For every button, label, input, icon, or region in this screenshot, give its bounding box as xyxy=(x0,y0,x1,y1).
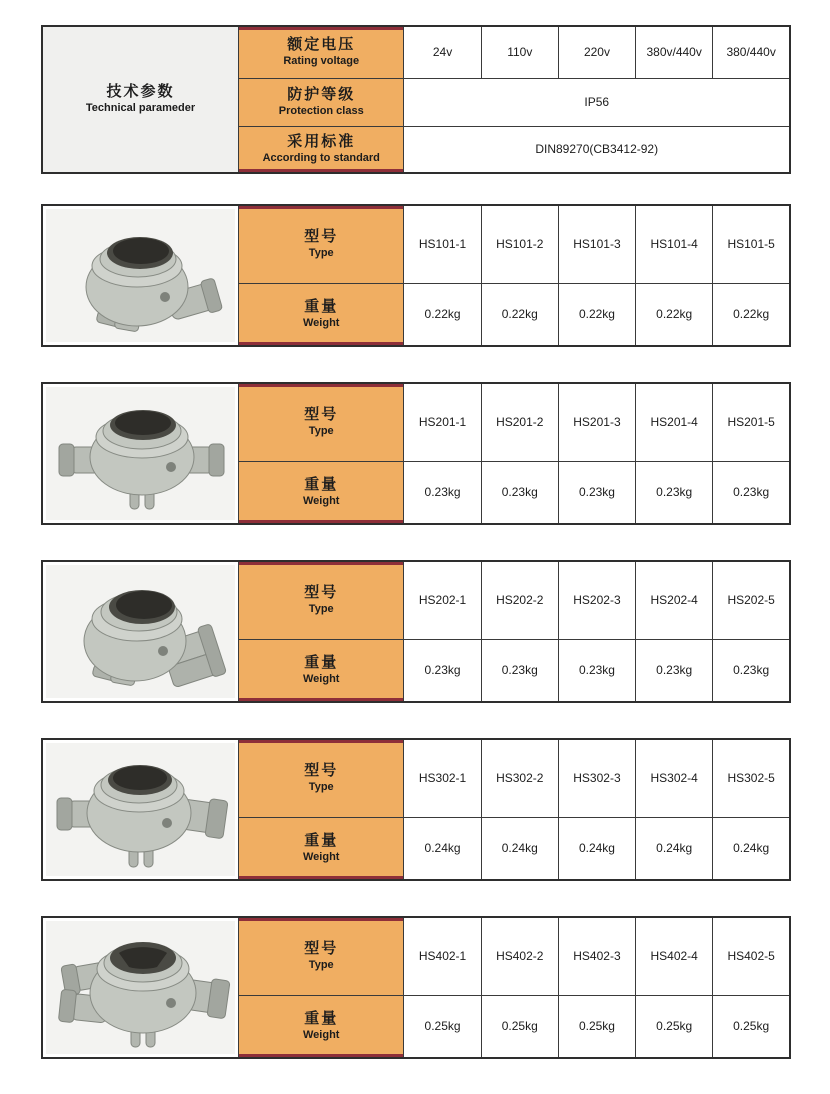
weight-value: 0.24kg xyxy=(404,817,481,880)
weight-value: 0.25kg xyxy=(713,995,790,1058)
technical-parameters-title xyxy=(42,26,239,173)
product-photo-cell xyxy=(42,917,239,1058)
weight-value: 0.24kg xyxy=(481,817,558,880)
weight-value: 0.23kg xyxy=(481,461,558,524)
type-value: HS302-4 xyxy=(636,739,713,817)
type-value: HS402-3 xyxy=(558,917,635,995)
weight-value: 0.25kg xyxy=(404,995,481,1058)
weight-value: 0.22kg xyxy=(636,283,713,346)
weight-value: 0.25kg xyxy=(481,995,558,1058)
product-photo-cell xyxy=(42,739,239,880)
type-value: HS101-1 xyxy=(404,205,481,283)
weight-value: 0.24kg xyxy=(558,817,635,880)
voltage-value: 380/440v xyxy=(713,26,790,78)
weight-value: 0.23kg xyxy=(481,639,558,702)
weight-label: 重量 Weight xyxy=(239,461,404,524)
weight-value: 0.23kg xyxy=(558,639,635,702)
weight-value: 0.22kg xyxy=(558,283,635,346)
weight-label: 重量 Weight xyxy=(239,995,404,1058)
hs402-lamp-holder-photo xyxy=(46,921,235,1054)
product-table-hs402 xyxy=(41,916,791,1059)
weight-value: 0.23kg xyxy=(558,461,635,524)
type-value: HS101-2 xyxy=(481,205,558,283)
type-value: HS202-1 xyxy=(404,561,481,639)
weight-label: 重量 Weight xyxy=(239,639,404,702)
product-table-hs201 xyxy=(41,382,791,525)
type-label: 型号 Type xyxy=(239,561,404,639)
technical-parameters-table xyxy=(41,25,791,174)
type-label: 型号 Type xyxy=(239,739,404,817)
type-value: HS201-1 xyxy=(404,383,481,461)
catalog-sheet xyxy=(41,25,791,1094)
rating-voltage-label: 额定电压 Rating voltage xyxy=(239,26,404,78)
hs201-lamp-holder-photo xyxy=(46,387,235,520)
type-value: HS201-2 xyxy=(481,383,558,461)
weight-value: 0.23kg xyxy=(636,461,713,524)
weight-value: 0.23kg xyxy=(713,461,790,524)
product-table-hs101 xyxy=(41,204,791,347)
title-en: Technical parameder xyxy=(85,102,196,114)
type-label: 型号 Type xyxy=(239,917,404,995)
type-value: HS201-5 xyxy=(713,383,790,461)
type-value: HS402-5 xyxy=(713,917,790,995)
type-value: HS302-2 xyxy=(481,739,558,817)
weight-value: 0.23kg xyxy=(404,639,481,702)
hs101-lamp-holder-photo xyxy=(46,209,235,342)
product-photo-cell xyxy=(42,383,239,524)
product-table-hs202 xyxy=(41,560,791,703)
type-value: HS302-3 xyxy=(558,739,635,817)
type-value: HS202-4 xyxy=(636,561,713,639)
voltage-value: 380v/440v xyxy=(636,26,713,78)
product-table-hs302 xyxy=(41,738,791,881)
type-value: HS402-4 xyxy=(636,917,713,995)
hs302-lamp-holder-photo xyxy=(46,743,235,876)
standard-label: 采用标准 According to standard xyxy=(239,126,404,173)
hs202-lamp-holder-photo xyxy=(46,565,235,698)
type-value: HS101-5 xyxy=(713,205,790,283)
weight-label: 重量 Weight xyxy=(239,283,404,346)
weight-value: 0.23kg xyxy=(713,639,790,702)
type-label: 型号 Type xyxy=(239,383,404,461)
type-value: HS201-4 xyxy=(636,383,713,461)
voltage-value: 24v xyxy=(404,26,481,78)
weight-value: 0.24kg xyxy=(636,817,713,880)
type-value: HS402-2 xyxy=(481,917,558,995)
weight-value: 0.22kg xyxy=(481,283,558,346)
standard-value: DIN89270(CB3412-92) xyxy=(404,126,790,173)
voltage-value: 220v xyxy=(558,26,635,78)
weight-value: 0.23kg xyxy=(636,639,713,702)
type-value: HS202-2 xyxy=(481,561,558,639)
type-label: 型号 Type xyxy=(239,205,404,283)
protection-class-value: IP56 xyxy=(404,78,790,126)
weight-value: 0.25kg xyxy=(636,995,713,1058)
title-zh: 技术参数 xyxy=(106,83,175,101)
weight-value: 0.22kg xyxy=(404,283,481,346)
type-value: HS302-5 xyxy=(713,739,790,817)
weight-value: 0.22kg xyxy=(713,283,790,346)
type-value: HS202-3 xyxy=(558,561,635,639)
product-photo-cell xyxy=(42,205,239,346)
product-photo-cell xyxy=(42,561,239,702)
type-value: HS201-3 xyxy=(558,383,635,461)
weight-value: 0.24kg xyxy=(713,817,790,880)
type-value: HS202-5 xyxy=(713,561,790,639)
type-value: HS101-3 xyxy=(558,205,635,283)
type-value: HS101-4 xyxy=(636,205,713,283)
weight-value: 0.25kg xyxy=(558,995,635,1058)
voltage-value: 110v xyxy=(481,26,558,78)
type-value: HS402-1 xyxy=(404,917,481,995)
protection-class-label: 防护等级 Protection class xyxy=(239,78,404,126)
weight-value: 0.23kg xyxy=(404,461,481,524)
type-value: HS302-1 xyxy=(404,739,481,817)
weight-label: 重量 Weight xyxy=(239,817,404,880)
